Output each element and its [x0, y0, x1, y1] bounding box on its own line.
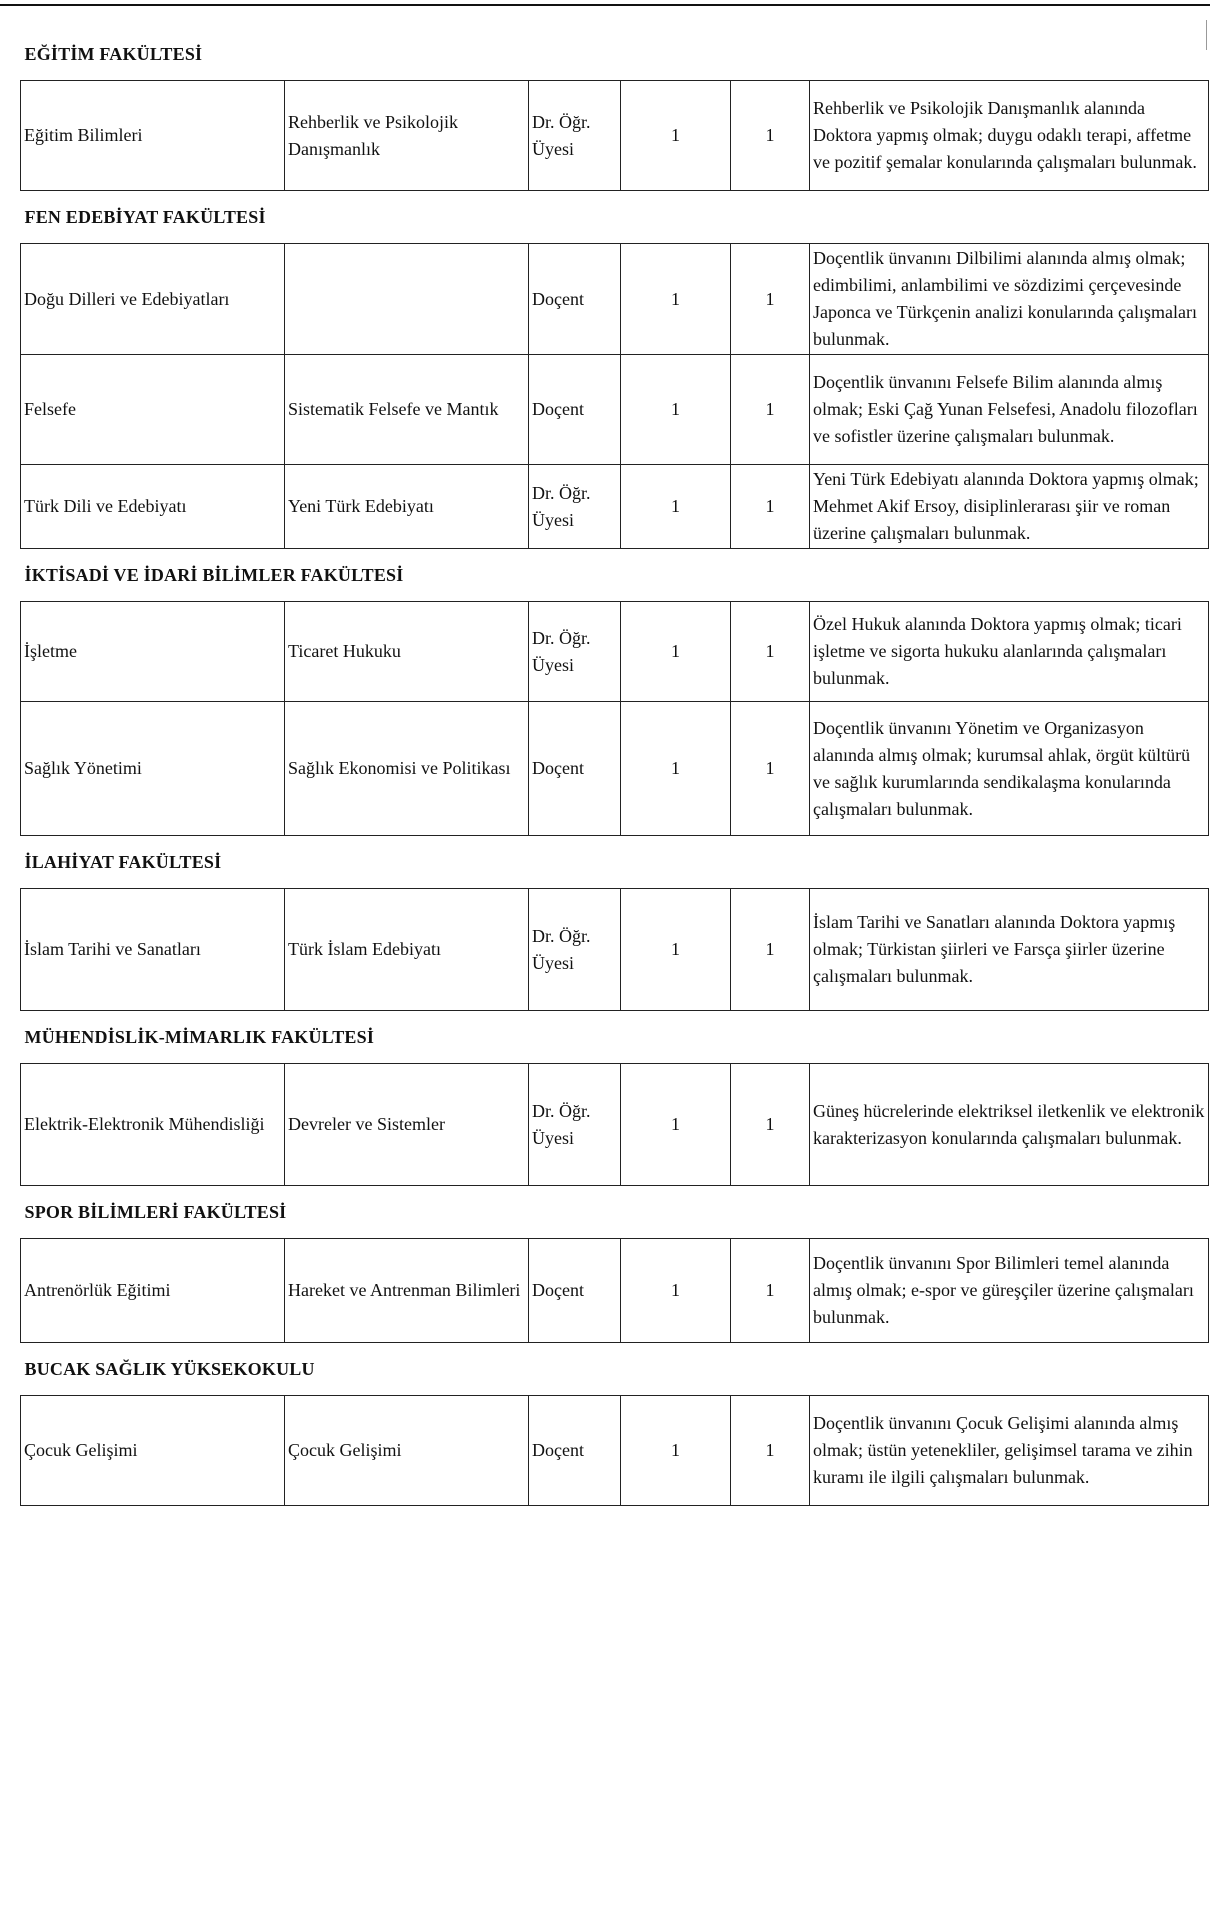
- count-cell: 1: [621, 889, 731, 1011]
- table-row: [21, 1239, 1209, 1343]
- title-cell: Dr. Öğr. Üyesi: [529, 889, 621, 1011]
- title-cell: Dr. Öğr. Üyesi: [529, 465, 621, 549]
- count-cell: 1: [731, 1239, 810, 1343]
- count-cell: 1: [621, 1396, 731, 1506]
- table-row: [21, 1064, 1209, 1186]
- field-cell: Türk İslam Edebiyatı: [285, 889, 529, 1011]
- requirement-cell: Doçentlik ünvanını Çocuk Gelişimi alanında almış olmak; üstün yetenekliler, gelişimsel tarama ve zihin kuramı ile ilgili çalışmaları bulunmak.: [810, 1396, 1209, 1506]
- department-cell: İslam Tarihi ve Sanatları: [21, 889, 285, 1011]
- requirement-cell: Doçentlik ünvanını Spor Bilimleri temel alanında almış olmak; e-spor ve güreşçiler üzerine çalışmaları bulunmak.: [810, 1239, 1209, 1343]
- faculty-header-row: [21, 191, 1209, 244]
- count-cell: 1: [621, 1064, 731, 1186]
- count-cell: 1: [731, 1064, 810, 1186]
- count-cell: 1: [731, 889, 810, 1011]
- department-cell: Çocuk Gelişimi: [21, 1396, 285, 1506]
- department-cell: Doğu Dilleri ve Edebiyatları: [21, 244, 285, 355]
- title-cell: Dr. Öğr. Üyesi: [529, 1064, 621, 1186]
- count-cell: 1: [731, 355, 810, 465]
- title-cell: Dr. Öğr. Üyesi: [529, 81, 621, 191]
- requirement-cell: Doçentlik ünvanını Felsefe Bilim alanında almış olmak; Eski Çağ Yunan Felsefesi, Anadolu filozofları ve sofistler üzerine çalışmaları bulunmak.: [810, 355, 1209, 465]
- requirement-cell: İslam Tarihi ve Sanatları alanında Doktora yapmış olmak; Türkistan şiirleri ve Farsça şiirler üzerine çalışmaları bulunmak.: [810, 889, 1209, 1011]
- count-cell: 1: [731, 602, 810, 702]
- positions-table: [20, 28, 1209, 1506]
- requirement-cell: Güneş hücrelerinde elektriksel iletkenlik ve elektronik karakterizasyon konularında çalışmaları bulunmak.: [810, 1064, 1209, 1186]
- staff-positions-table: [20, 28, 1208, 1506]
- department-cell: Elektrik-Elektronik Mühendisliği: [21, 1064, 285, 1186]
- requirement-cell: Özel Hukuk alanında Doktora yapmış olmak; ticari işletme ve sigorta hukuku alanlarında çalışmaları bulunmak.: [810, 602, 1209, 702]
- field-cell: Çocuk Gelişimi: [285, 1396, 529, 1506]
- faculty-name: MÜHENDİSLİK-MİMARLIK FAKÜLTESİ: [21, 1011, 1209, 1064]
- table-row: [21, 355, 1209, 465]
- requirement-cell: Yeni Türk Edebiyatı alanında Doktora yapmış olmak; Mehmet Akif Ersoy, disiplinlerarası şiir ve roman üzerine çalışmaları bulunmak.: [810, 465, 1209, 549]
- count-cell: 1: [621, 355, 731, 465]
- faculty-header-row: [21, 1343, 1209, 1396]
- title-cell: Doçent: [529, 1396, 621, 1506]
- count-cell: 1: [731, 702, 810, 836]
- department-cell: İşletme: [21, 602, 285, 702]
- faculty-name: SPOR BİLİMLERİ FAKÜLTESİ: [21, 1186, 1209, 1239]
- department-cell: Antrenörlük Eğitimi: [21, 1239, 285, 1343]
- field-cell: Hareket ve Antrenman Bilimleri: [285, 1239, 529, 1343]
- title-cell: Doçent: [529, 355, 621, 465]
- count-cell: 1: [731, 81, 810, 191]
- table-row: [21, 81, 1209, 191]
- field-cell: Devreler ve Sistemler: [285, 1064, 529, 1186]
- table-row: [21, 465, 1209, 549]
- field-cell: Rehberlik ve Psikolojik Danışmanlık: [285, 81, 529, 191]
- table-row: [21, 889, 1209, 1011]
- faculty-name: İKTİSADİ VE İDARİ BİLİMLER FAKÜLTESİ: [21, 549, 1209, 602]
- faculty-name: FEN EDEBİYAT FAKÜLTESİ: [21, 191, 1209, 244]
- count-cell: 1: [731, 465, 810, 549]
- title-cell: Doçent: [529, 702, 621, 836]
- requirement-cell: Doçentlik ünvanını Dilbilimi alanında almış olmak; edimbilimi, anlambilimi ve sözdizimi çerçevesinde Japonca ve Türkçenin analizi konularında çalışmaları bulunmak.: [810, 244, 1209, 355]
- title-cell: Doçent: [529, 1239, 621, 1343]
- faculty-header-row: [21, 1011, 1209, 1064]
- field-cell: Ticaret Hukuku: [285, 602, 529, 702]
- count-cell: 1: [621, 1239, 731, 1343]
- department-cell: Eğitim Bilimleri: [21, 81, 285, 191]
- faculty-header-row: [21, 836, 1209, 889]
- department-cell: Türk Dili ve Edebiyatı: [21, 465, 285, 549]
- count-cell: 1: [621, 602, 731, 702]
- table-row: [21, 1396, 1209, 1506]
- count-cell: 1: [731, 244, 810, 355]
- count-cell: 1: [731, 1396, 810, 1506]
- requirement-cell: Doçentlik ünvanını Yönetim ve Organizasyon alanında almış olmak; kurumsal ahlak, örgüt kültürü ve sağlık kurumlarında sendikalaşma konularında çalışmaları bulunmak.: [810, 702, 1209, 836]
- table-row: [21, 602, 1209, 702]
- title-cell: Doçent: [529, 244, 621, 355]
- count-cell: 1: [621, 465, 731, 549]
- faculty-header-row: [21, 1186, 1209, 1239]
- field-cell: Yeni Türk Edebiyatı: [285, 465, 529, 549]
- field-cell: Sağlık Ekonomisi ve Politikası: [285, 702, 529, 836]
- table-row: [21, 244, 1209, 355]
- table-body: [21, 28, 1209, 1506]
- field-cell: Sistematik Felsefe ve Mantık: [285, 355, 529, 465]
- top-rule: [0, 4, 1210, 6]
- requirement-cell: Rehberlik ve Psikolojik Danışmanlık alanında Doktora yapmış olmak; duygu odaklı terapi, affetme ve pozitif şemalar konularında çalışmaları bulunmak.: [810, 81, 1209, 191]
- faculty-name: İLAHİYAT FAKÜLTESİ: [21, 836, 1209, 889]
- faculty-header-row: [21, 549, 1209, 602]
- table-row: [21, 702, 1209, 836]
- faculty-name: BUCAK SAĞLIK YÜKSEKOKULU: [21, 1343, 1209, 1396]
- count-cell: 1: [621, 244, 731, 355]
- department-cell: Sağlık Yönetimi: [21, 702, 285, 836]
- count-cell: 1: [621, 81, 731, 191]
- count-cell: 1: [621, 702, 731, 836]
- faculty-header-row: [21, 28, 1209, 81]
- faculty-name: EĞİTİM FAKÜLTESİ: [21, 28, 1209, 81]
- field-cell: [285, 244, 529, 355]
- department-cell: Felsefe: [21, 355, 285, 465]
- title-cell: Dr. Öğr. Üyesi: [529, 602, 621, 702]
